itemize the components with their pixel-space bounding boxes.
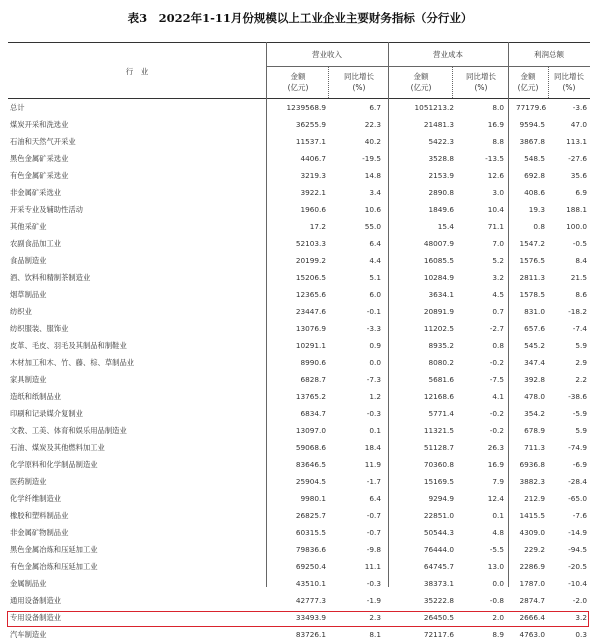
cell-profit-g: -3.6 <box>572 103 587 112</box>
cell-profit: 1787.0 <box>519 579 545 588</box>
cell-profit-g: -38.6 <box>568 392 587 401</box>
industry-name: 金属制品业 <box>10 579 47 588</box>
cell-rev-g: -19.5 <box>362 154 381 163</box>
cell-cost: 64745.7 <box>423 562 454 571</box>
industry-name: 家具制造业 <box>10 375 47 384</box>
rev-growth-label: 同比增长 (%) <box>344 72 374 92</box>
cell-profit: 678.9 <box>524 426 545 435</box>
cell-rev: 1960.6 <box>300 205 326 214</box>
industry-name: 开采专业及辅助性活动 <box>10 205 83 214</box>
cell-cost-g: 5.2 <box>492 256 504 265</box>
cell-cost: 8080.2 <box>428 358 454 367</box>
cell-rev-g: -0.1 <box>366 307 381 316</box>
cell-cost-g: -0.2 <box>489 358 504 367</box>
cell-rev-g: 18.4 <box>364 443 381 452</box>
cell-rev-g: 40.2 <box>364 137 381 146</box>
cell-rev: 26825.7 <box>295 511 326 520</box>
cell-rev-g: 22.3 <box>364 120 381 129</box>
cell-cost: 76444.0 <box>423 545 454 554</box>
cell-profit: 2874.7 <box>519 596 545 605</box>
cell-profit-g: -0.5 <box>572 239 587 248</box>
industry-name: 纺织服装、服饰业 <box>10 324 69 333</box>
cell-profit-g: 8.4 <box>575 256 587 265</box>
industry-name: 黑色金属冶炼和压延加工业 <box>10 545 98 554</box>
cell-rev-g: 6.7 <box>369 103 381 112</box>
cell-cost-g: -0.2 <box>489 426 504 435</box>
table-row <box>8 269 590 286</box>
cell-rev: 3922.1 <box>300 188 326 197</box>
cell-cost: 1849.6 <box>428 205 454 214</box>
table-row <box>8 371 590 388</box>
cell-rev-g: -0.3 <box>366 409 381 418</box>
cell-cost: 11321.5 <box>423 426 454 435</box>
group-header-rule <box>266 66 590 67</box>
cell-rev: 6834.7 <box>300 409 326 418</box>
industry-name: 化学原料和化学制品制造业 <box>10 460 98 469</box>
table-row <box>8 592 590 609</box>
cell-rev: 23447.6 <box>295 307 326 316</box>
cell-profit: 2666.4 <box>519 613 545 622</box>
cell-cost-g: 7.0 <box>492 239 504 248</box>
cell-rev: 42777.3 <box>295 596 326 605</box>
industry-name: 造纸和纸制品业 <box>10 392 62 401</box>
cell-profit: 548.5 <box>524 154 545 163</box>
cell-rev-g: -0.7 <box>366 511 381 520</box>
cell-profit: 0.8 <box>533 222 545 231</box>
cell-cost-g: -5.5 <box>489 545 504 554</box>
cell-cost-g: 4.8 <box>492 528 504 537</box>
table-row <box>8 150 590 167</box>
cell-profit: 392.8 <box>524 375 545 384</box>
cell-profit-g: -6.9 <box>572 460 587 469</box>
cell-rev-g: 14.8 <box>364 171 381 180</box>
table-row <box>8 541 590 558</box>
cell-cost-g: 0.8 <box>492 341 504 350</box>
cell-profit-g: 3.2 <box>575 613 587 622</box>
cell-profit-g: 6.9 <box>575 188 587 197</box>
cell-profit-g: 8.6 <box>575 290 587 299</box>
cell-cost-g: 3.2 <box>492 273 504 282</box>
cell-cost-g: 13.0 <box>487 562 504 571</box>
cell-profit-g: -74.9 <box>568 443 587 452</box>
cell-profit-g: -14.9 <box>568 528 587 537</box>
cell-rev-g: 6.0 <box>369 290 381 299</box>
table-row <box>8 558 590 575</box>
cell-cost: 3528.8 <box>428 154 454 163</box>
industry-name: 有色金属矿采选业 <box>10 171 69 180</box>
table-row <box>8 507 590 524</box>
cell-rev: 10291.1 <box>295 341 326 350</box>
cell-cost: 10284.9 <box>423 273 454 282</box>
table-row <box>8 524 590 541</box>
table-row <box>8 303 590 320</box>
table-row <box>8 99 590 116</box>
table-row <box>8 235 590 252</box>
cell-profit: 4763.0 <box>519 630 545 639</box>
cell-cost-g: 12.6 <box>487 171 504 180</box>
cell-rev-g: 11.9 <box>364 460 381 469</box>
cell-cost-g: -0.2 <box>489 409 504 418</box>
cell-cost-g: -2.7 <box>489 324 504 333</box>
cell-profit-g: 35.6 <box>570 171 587 180</box>
table-row <box>8 490 590 507</box>
cell-cost: 5681.6 <box>428 375 454 384</box>
cell-profit: 545.2 <box>524 341 545 350</box>
cell-cost: 72117.6 <box>423 630 454 639</box>
col-divider-4 <box>452 66 453 98</box>
cell-rev: 43510.1 <box>295 579 326 588</box>
industry-name: 总计 <box>10 103 25 112</box>
cell-profit-g: -20.5 <box>568 562 587 571</box>
cell-profit: 77179.6 <box>516 103 547 112</box>
table-top-rule <box>8 42 590 43</box>
cell-profit-g: -5.9 <box>572 409 587 418</box>
industry-name: 通用设备制造业 <box>10 596 62 605</box>
cell-rev: 83726.1 <box>295 630 326 639</box>
cell-profit: 6936.8 <box>519 460 545 469</box>
cell-rev-g: 6.4 <box>369 494 381 503</box>
cell-cost-g: 7.9 <box>492 477 504 486</box>
cell-rev: 25904.5 <box>295 477 326 486</box>
table-row <box>8 116 590 133</box>
cell-cost-g: 8.9 <box>492 630 504 639</box>
table-row <box>8 133 590 150</box>
cell-rev: 83646.5 <box>295 460 326 469</box>
cell-rev: 13097.0 <box>295 426 326 435</box>
cell-profit: 1576.5 <box>519 256 545 265</box>
revenue-header: 营业收入 <box>312 50 342 59</box>
table-row <box>8 354 590 371</box>
cell-profit-g: 0.3 <box>575 630 587 639</box>
cell-cost: 35222.8 <box>423 596 454 605</box>
industry-name: 化学纤维制造业 <box>10 494 62 503</box>
cell-rev-g: -0.3 <box>366 579 381 588</box>
table-row <box>8 218 590 235</box>
industry-name: 有色金属冶炼和压延加工业 <box>10 562 98 571</box>
table-row <box>8 337 590 354</box>
cell-cost: 2890.8 <box>428 188 454 197</box>
table-row <box>8 422 590 439</box>
industry-name: 其他采矿业 <box>10 222 47 231</box>
cell-cost-g: -7.5 <box>489 375 504 384</box>
cell-cost: 9294.9 <box>428 494 454 503</box>
cell-profit: 2811.3 <box>519 273 545 282</box>
profit-growth-label: 同比增长 (%) <box>554 72 584 92</box>
cell-rev-g: 1.2 <box>369 392 381 401</box>
cell-cost-g: 3.0 <box>492 188 504 197</box>
cell-profit: 4309.0 <box>519 528 545 537</box>
cell-profit: 3882.3 <box>519 477 545 486</box>
industry-name: 煤炭开采和洗选业 <box>10 120 69 129</box>
cell-cost: 26450.5 <box>423 613 454 622</box>
table-row <box>8 184 590 201</box>
industry-name: 印刷和记录媒介复制业 <box>10 409 83 418</box>
cell-cost-g: 12.4 <box>487 494 504 503</box>
table-row <box>8 473 590 490</box>
cell-rev: 33493.9 <box>295 613 326 622</box>
cell-cost-g: 8.8 <box>492 137 504 146</box>
cell-profit-g: -2.0 <box>572 596 587 605</box>
cell-cost: 5771.4 <box>428 409 454 418</box>
cell-rev: 15206.5 <box>295 273 326 282</box>
cell-profit: 657.6 <box>524 324 545 333</box>
cell-cost-g: 16.9 <box>487 460 504 469</box>
table-row <box>8 320 590 337</box>
table-title: 表3 2022年1-11月份规模以上工业企业主要财务指标（分行业） <box>127 11 473 25</box>
industry-name: 酒、饮料和精制茶制造业 <box>10 273 91 282</box>
cell-rev-g: 5.1 <box>369 273 381 282</box>
cell-cost: 48007.9 <box>423 239 454 248</box>
industry-name: 食品制造业 <box>10 256 47 265</box>
cell-cost: 8935.2 <box>428 341 454 350</box>
cell-rev: 52103.3 <box>295 239 326 248</box>
cell-cost: 11202.5 <box>423 324 454 333</box>
cell-cost: 51128.7 <box>423 443 454 452</box>
profit-amount-label: 金额 (亿元) <box>517 72 539 92</box>
cell-rev-g: 0.0 <box>369 358 381 367</box>
cell-profit: 1578.5 <box>519 290 545 299</box>
cell-profit-g: 2.2 <box>575 375 587 384</box>
cell-profit: 1415.5 <box>519 511 545 520</box>
cell-cost-g: 16.9 <box>487 120 504 129</box>
cell-profit-g: 47.0 <box>570 120 587 129</box>
cell-profit-g: -18.2 <box>568 307 587 316</box>
cell-profit-g: 5.9 <box>575 341 587 350</box>
table-row <box>8 456 590 473</box>
cell-cost: 70360.8 <box>423 460 454 469</box>
industry-name: 非金属矿物制品业 <box>10 528 69 537</box>
cell-rev: 8990.6 <box>300 358 326 367</box>
cell-profit: 229.2 <box>524 545 545 554</box>
cell-profit: 347.4 <box>524 358 545 367</box>
cell-rev: 13765.2 <box>295 392 326 401</box>
cell-rev-g: 6.4 <box>369 239 381 248</box>
cell-rev: 12365.6 <box>295 290 326 299</box>
cell-rev: 69250.4 <box>295 562 326 571</box>
cell-cost-g: -13.5 <box>485 154 504 163</box>
cell-cost: 20891.9 <box>423 307 454 316</box>
cell-rev-g: -7.3 <box>366 375 381 384</box>
cell-profit: 354.2 <box>524 409 545 418</box>
cell-rev-g: -9.8 <box>366 545 381 554</box>
cell-cost-g: 71.1 <box>487 222 504 231</box>
cell-rev-g: 3.4 <box>369 188 381 197</box>
cell-profit-g: 100.0 <box>566 222 587 231</box>
industry-name: 非金属矿采选业 <box>10 188 62 197</box>
table-row <box>8 167 590 184</box>
table-row <box>8 626 590 643</box>
cell-profit-g: 2.9 <box>575 358 587 367</box>
cell-cost: 21481.3 <box>423 120 454 129</box>
cell-profit-g: 188.1 <box>566 205 587 214</box>
highlight-box <box>7 611 589 627</box>
table-row <box>8 201 590 218</box>
cell-rev-g: 55.0 <box>364 222 381 231</box>
cell-rev: 3219.3 <box>300 171 326 180</box>
cell-profit: 9594.5 <box>519 120 545 129</box>
cell-cost-g: 0.1 <box>492 511 504 520</box>
cell-cost-g: 4.5 <box>492 290 504 299</box>
cell-rev: 59068.6 <box>295 443 326 452</box>
cell-rev: 36255.9 <box>295 120 326 129</box>
table-row <box>8 575 590 592</box>
cell-cost: 5422.3 <box>428 137 454 146</box>
cell-profit-g: 113.1 <box>566 137 587 146</box>
cell-profit-g: -28.4 <box>568 477 587 486</box>
cell-cost: 16085.5 <box>423 256 454 265</box>
industry-name: 汽车制造业 <box>10 630 47 639</box>
cell-cost: 12168.6 <box>423 392 454 401</box>
cell-profit-g: -7.6 <box>572 511 587 520</box>
cell-rev-g: -0.7 <box>366 528 381 537</box>
cell-cost-g: 26.3 <box>487 443 504 452</box>
cell-profit: 692.8 <box>524 171 545 180</box>
cell-cost-g: 0.7 <box>492 307 504 316</box>
cost-header: 营业成本 <box>433 50 463 59</box>
cost-growth-label: 同比增长 (%) <box>466 72 496 92</box>
cell-cost: 38373.1 <box>423 579 454 588</box>
cell-profit: 711.3 <box>524 443 545 452</box>
cell-profit-g: -27.6 <box>568 154 587 163</box>
industry-name: 烟草制品业 <box>10 290 47 299</box>
table-row <box>8 439 590 456</box>
industry-name: 医药制造业 <box>10 477 47 486</box>
industry-name: 石油和天然气开采业 <box>10 137 76 146</box>
cell-rev: 17.2 <box>309 222 326 231</box>
col-divider-2 <box>328 66 329 98</box>
cell-cost: 15.4 <box>437 222 454 231</box>
cell-rev: 6828.7 <box>300 375 326 384</box>
cell-profit-g: -10.4 <box>568 579 587 588</box>
cell-cost-g: 0.0 <box>492 579 504 588</box>
cell-cost-g: 2.0 <box>492 613 504 622</box>
rev-amount-label: 金额 (亿元) <box>287 72 309 92</box>
cell-rev: 60315.5 <box>295 528 326 537</box>
cell-rev: 20199.2 <box>295 256 326 265</box>
table-row <box>8 286 590 303</box>
cell-profit: 3867.8 <box>519 137 545 146</box>
industry-name: 纺织业 <box>10 307 32 316</box>
cell-profit: 1547.2 <box>519 239 545 248</box>
cell-rev: 11537.1 <box>295 137 326 146</box>
cell-cost: 3634.1 <box>428 290 454 299</box>
industry-name: 文教、工美、体育和娱乐用品制造业 <box>10 426 127 435</box>
cell-cost-g: 4.1 <box>492 392 504 401</box>
cell-cost-g: -0.8 <box>489 596 504 605</box>
cost-amount-label: 金额 (亿元) <box>410 72 432 92</box>
cell-profit-g: 5.9 <box>575 426 587 435</box>
cell-rev: 79836.6 <box>295 545 326 554</box>
cell-profit: 831.0 <box>524 307 545 316</box>
industry-name: 皮革、毛皮、羽毛及其制品和制鞋业 <box>10 341 127 350</box>
cell-cost: 15169.5 <box>423 477 454 486</box>
industry-name: 橡胶和塑料制品业 <box>10 511 69 520</box>
cell-cost-g: 8.0 <box>492 103 504 112</box>
cell-rev: 13076.9 <box>295 324 326 333</box>
table-row <box>8 405 590 422</box>
cell-cost-g: 10.4 <box>487 205 504 214</box>
industry-name: 黑色金属矿采选业 <box>10 154 69 163</box>
cell-profit: 212.9 <box>524 494 545 503</box>
industry-name: 石油、煤炭及其他燃料加工业 <box>10 443 105 452</box>
cell-rev-g: 8.1 <box>369 630 381 639</box>
industry-name: 专用设备制造业 <box>10 613 62 622</box>
cell-cost: 1051213.2 <box>414 103 454 112</box>
industry-name: 农副食品加工业 <box>10 239 62 248</box>
cell-cost: 22851.0 <box>423 511 454 520</box>
cell-rev-g: 0.1 <box>369 426 381 435</box>
industry-name: 木材加工和木、竹、藤、棕、草制品业 <box>10 358 135 367</box>
cell-rev-g: 4.4 <box>369 256 381 265</box>
cell-profit: 19.3 <box>528 205 545 214</box>
cell-rev-g: 11.1 <box>364 562 381 571</box>
cell-rev-g: 0.9 <box>369 341 381 350</box>
cell-rev-g: -1.9 <box>366 596 381 605</box>
cell-profit-g: 21.5 <box>570 273 587 282</box>
cell-rev: 1239568.9 <box>286 103 326 112</box>
cell-profit-g: -65.0 <box>568 494 587 503</box>
cell-profit: 478.0 <box>524 392 545 401</box>
table-row <box>8 252 590 269</box>
cell-cost: 2153.9 <box>428 171 454 180</box>
cell-cost: 50544.3 <box>423 528 454 537</box>
cell-rev: 4406.7 <box>300 154 326 163</box>
cell-profit-g: -7.4 <box>572 324 587 333</box>
cell-profit: 408.6 <box>524 188 545 197</box>
cell-rev: 9980.1 <box>300 494 326 503</box>
cell-rev-g: 2.3 <box>369 613 381 622</box>
profit-header: 利润总额 <box>534 50 564 59</box>
industry-header: 行 业 <box>125 67 149 76</box>
cell-rev-g: 10.6 <box>364 205 381 214</box>
table-row <box>8 388 590 405</box>
cell-profit: 2286.9 <box>519 562 545 571</box>
cell-rev-g: -3.3 <box>366 324 381 333</box>
cell-rev-g: -1.7 <box>366 477 381 486</box>
cell-profit-g: -94.5 <box>568 545 587 554</box>
